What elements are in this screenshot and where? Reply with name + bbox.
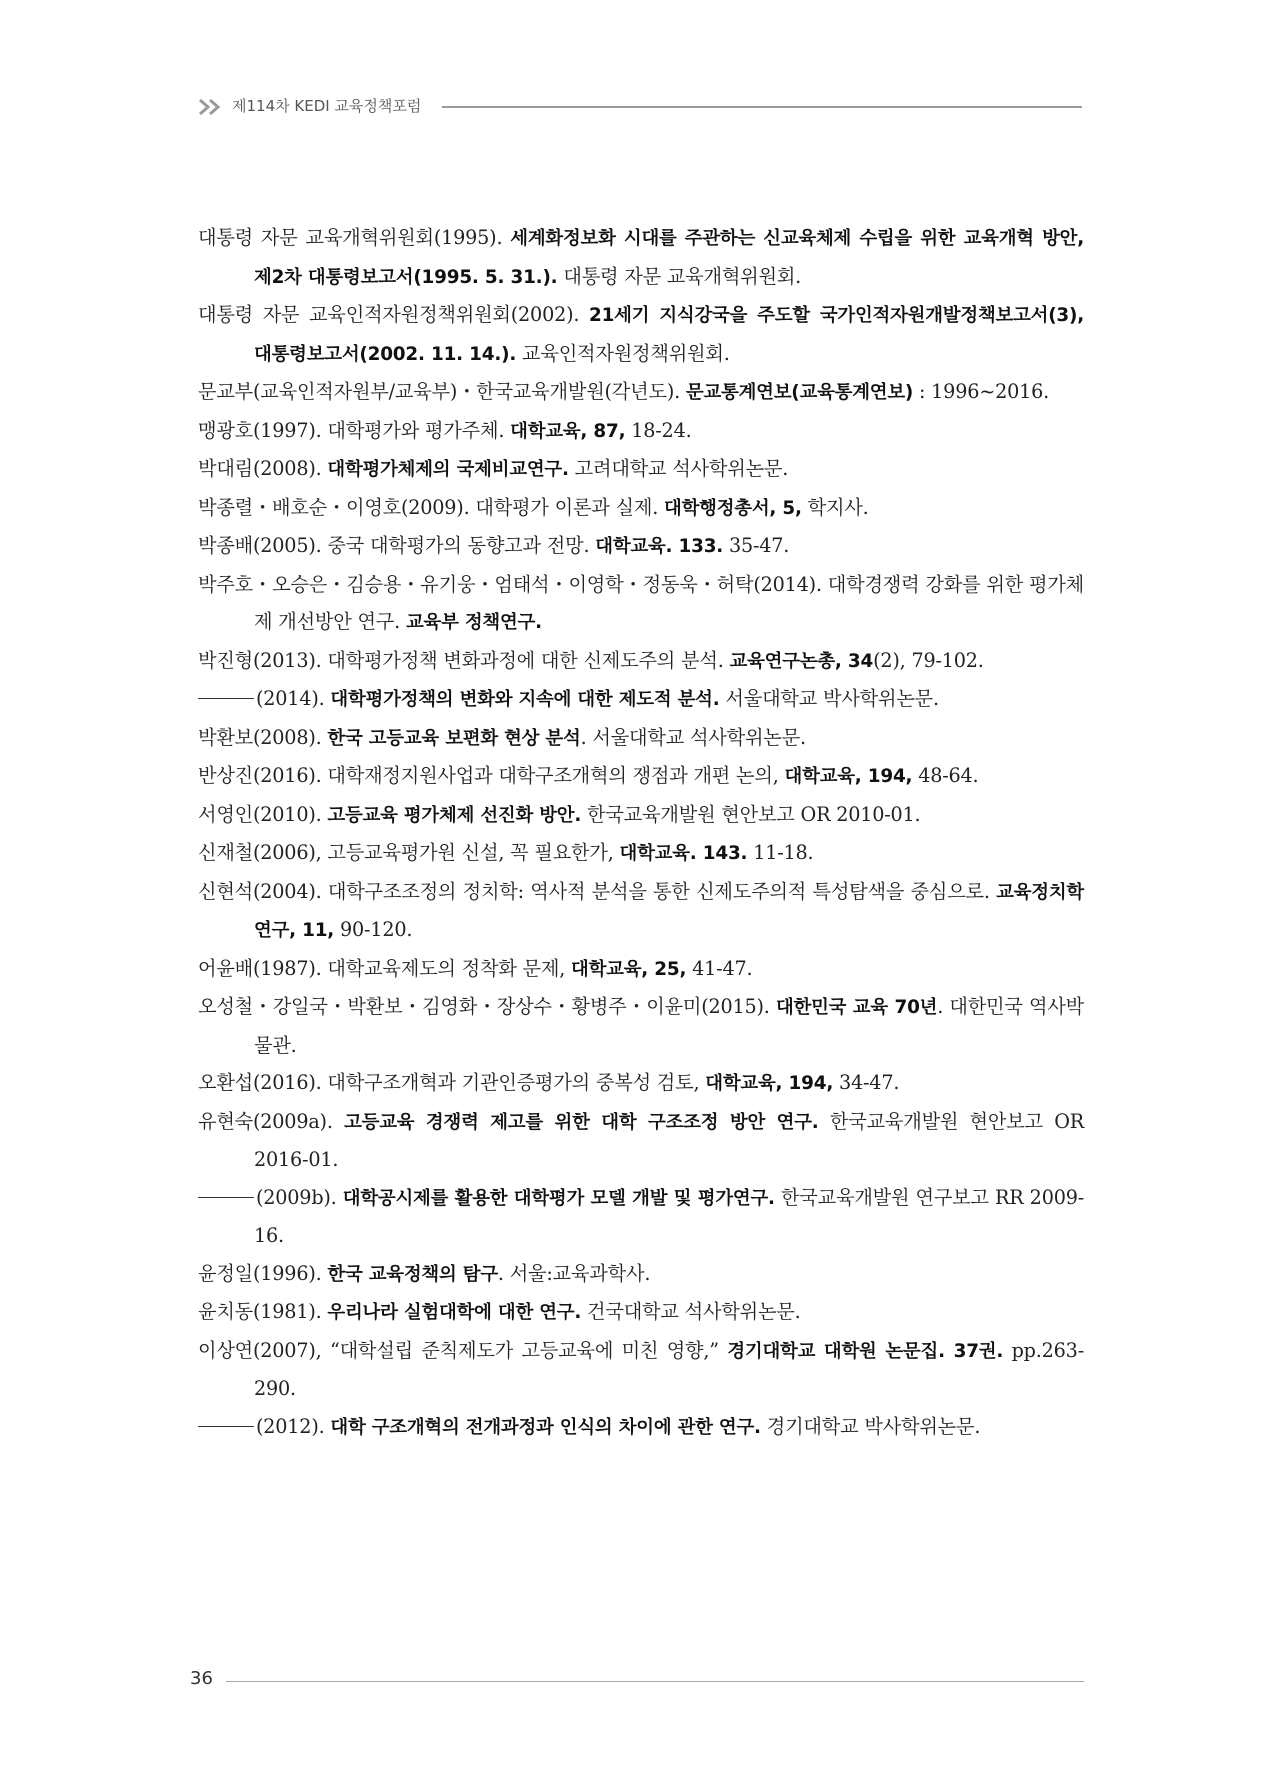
reference-title: 대학평가체제의 국제비교연구. <box>327 459 569 480</box>
reference-title: 대학교육, 25, <box>571 958 687 980</box>
header-title: 제114차 KEDI 교육정책포럼 <box>232 97 422 115</box>
same-author-dash <box>198 1426 254 1427</box>
reference-text: 34-47. <box>833 1071 900 1094</box>
reference-entry <box>198 1064 1084 1103</box>
reference-text: (2009b). <box>256 1185 343 1209</box>
reference-text: 대통령 자문 교육개혁위원회(1995). <box>198 226 511 249</box>
reference-entry <box>198 1103 1084 1179</box>
reference-title: 교육정치학연구, 11, <box>254 881 1084 941</box>
reference-text: 맹광호(1997). 대학평가와 평가주체. <box>198 418 511 442</box>
reference-entry <box>198 719 1084 758</box>
page-number: 36 <box>190 1668 213 1689</box>
reference-entry <box>198 1255 1084 1294</box>
reference-title: 대학교육. 143. <box>619 843 748 864</box>
reference-text: 경기대학교 박사학위논문. <box>760 1414 981 1438</box>
reference-entry <box>198 219 1084 296</box>
reference-entry <box>198 1332 1084 1408</box>
reference-text: . 대한민국 역사박물관. <box>254 995 1084 1057</box>
reference-text: 이상연(2007), “대학설립 준칙제도가 고등교육에 미친 영향,” <box>198 1338 728 1362</box>
reference-entry <box>198 988 1084 1064</box>
reference-text: 신현석(2004). 대학구조조정의 정치학: 역사적 분석을 통한 신제도주의적 특성탐색을 중심으로. <box>198 879 997 903</box>
reference-entry <box>198 950 1084 989</box>
reference-text: 한국교육개발원 현안보고 OR 2010-01. <box>581 802 921 826</box>
reference-text: 박주호・오승은・김승용・유기웅・엄태석・이영학・정동욱・허탁(2014). 대학경쟁력 강화를 위한 평가체제 개선방안 연구. <box>198 572 1084 633</box>
reference-text: 오성철・강일국・박환보・김영화・장상수・황병주・이윤미(2015). <box>198 995 776 1018</box>
reference-text: 신재철(2006), 고등교육평가원 신설, 꼭 필요한가, <box>198 841 620 864</box>
reference-text: 박진형(2013). 대학평가정책 변화과정에 대한 신제도주의 분석. <box>198 648 730 672</box>
reference-text: . 서울대학교 석사학위논문. <box>580 725 806 749</box>
reference-title: 세계화정보화 시대를 주관하는 신교육체제 수립을 위한 교육개혁 방안, 제2차 대통령보고서(1995. 5. 31.). <box>254 228 1084 288</box>
reference-text: (2014). <box>256 687 331 710</box>
reference-text: 서영인(2010). <box>198 802 328 826</box>
reference-entry <box>198 1293 1084 1332</box>
reference-title: 대학행정총서, 5, <box>664 497 802 519</box>
reference-title: 대학교육, 194, <box>784 766 913 787</box>
reference-title: 대학교육, 194, <box>705 1073 834 1094</box>
reference-title: 대학교육, 87, <box>510 420 626 442</box>
reference-text: 오환섭(2016). 대학구조개혁과 기관인증평가의 중복성 검토, <box>198 1071 706 1094</box>
reference-text: 서울대학교 박사학위논문. <box>719 687 939 710</box>
reference-title: 21세기 지식강국을 주도할 국가인적자원개발정책보고서(3), 대통령보고서(2002. 11. 14.). <box>254 305 1084 365</box>
reference-entry <box>198 373 1084 412</box>
reference-text: pp.263-290. <box>254 1338 1084 1400</box>
reference-entry <box>198 796 1084 835</box>
reference-text: (2012). <box>256 1414 331 1438</box>
reference-entry <box>198 642 1084 681</box>
reference-text: 대통령 자문 교육인적자원정책위원회(2002). <box>198 303 589 326</box>
reference-text: 대통령 자문 교육개혁위원회. <box>557 264 802 288</box>
reference-text: 박종배(2005). 중국 대학평가의 동향고과 전망. <box>198 534 596 557</box>
reference-text: 박환보(2008). <box>198 725 328 749</box>
reference-title: 고등교육 경쟁력 제고를 위한 대학 구조조정 방안 연구. <box>344 1111 819 1133</box>
reference-entry <box>198 450 1084 489</box>
reference-title: 한국 고등교육 보편화 현상 분석 <box>327 727 581 749</box>
reference-title: 고등교육 평가체제 선진화 방안. <box>327 804 582 826</box>
reference-title: 대학교육. 133. <box>595 536 724 557</box>
reference-text: 윤치동(1981). <box>198 1300 328 1323</box>
reference-text: : 1996~2016. <box>913 380 1050 403</box>
reference-title: 대학공시제를 활용한 대학평가 모델 개발 및 평가연구. <box>342 1187 775 1209</box>
reference-text: 18-24. <box>625 418 692 442</box>
header-rule <box>442 106 1082 108</box>
reference-text: 교육인적자원정책위원회. <box>516 341 730 365</box>
reference-title: 교육연구논총, 34 <box>729 650 874 672</box>
reference-text: 고려대학교 석사학위논문. <box>568 457 789 480</box>
reference-entry <box>198 412 1084 451</box>
reference-title: 문교통계연보(교육통계연보) <box>685 382 914 403</box>
reference-text: 48-64. <box>912 764 979 787</box>
footer-rule <box>226 1681 1084 1682</box>
same-author-dash <box>198 698 254 699</box>
reference-entry <box>198 680 1084 719</box>
reference-text: 학지사. <box>801 495 869 519</box>
reference-entry <box>198 489 1084 528</box>
reference-entry <box>198 834 1084 873</box>
reference-title: 경기대학교 대학원 논문집. 37권. <box>727 1340 1004 1362</box>
reference-text: 윤정일(1996). <box>198 1261 328 1285</box>
same-author-dash <box>198 1197 254 1198</box>
reference-entry <box>198 873 1084 950</box>
page-footer <box>190 1667 1084 1691</box>
reference-title: 한국 교육정책의 탐구 <box>327 1263 498 1285</box>
reference-title: 대한민국 교육 70년 <box>775 997 938 1018</box>
reference-entry <box>198 296 1084 373</box>
reference-text: 유현숙(2009a). <box>198 1109 345 1133</box>
reference-entry <box>198 527 1084 566</box>
reference-title: 우리나라 실험대학에 대한 연구. <box>327 1302 582 1323</box>
reference-text: 어윤배(1987). 대학교육제도의 정착화 문제, <box>198 956 572 980</box>
reference-text: 한국교육개발원 현안보고 OR 2016-01. <box>254 1109 1084 1171</box>
reference-text: 건국대학교 석사학위논문. <box>581 1300 801 1323</box>
reference-title: 대학 구조개혁의 전개과정과 인식의 차이에 관한 연구. <box>330 1416 761 1438</box>
reference-text: 11-18. <box>747 841 814 864</box>
reference-text: 박종렬・배호순・이영호(2009). 대학평가 이론과 실제. <box>198 495 665 519</box>
reference-text: 90-120. <box>334 918 413 941</box>
reference-text: 41-47. <box>686 956 753 980</box>
reference-text: 문교부(교육인적자원부/교육부)・한국교육개발원(각년도). <box>198 380 686 403</box>
reference-entry <box>198 1179 1084 1255</box>
reference-text: 박대림(2008). <box>198 457 328 480</box>
reference-entry <box>198 566 1084 642</box>
running-header <box>198 96 1082 120</box>
reference-entry <box>198 1408 1084 1447</box>
reference-text: . 서울:교육과학사. <box>497 1261 651 1285</box>
reference-list <box>198 219 1084 1446</box>
reference-text: 반상진(2016). 대학재정지원사업과 대학구조개혁의 쟁점과 개편 논의, <box>198 764 785 787</box>
reference-text: (2), 79-102. <box>873 648 984 672</box>
reference-text: 한국교육개발원 연구보고 RR 2009-16. <box>254 1185 1084 1247</box>
reference-title: 대학평가정책의 변화와 지속에 대한 제도적 분석. <box>330 689 720 710</box>
reference-text: 35-47. <box>723 534 790 557</box>
double-chevron-icon <box>198 98 226 116</box>
reference-title: 교육부 정책연구. <box>405 612 542 633</box>
reference-entry <box>198 757 1084 796</box>
